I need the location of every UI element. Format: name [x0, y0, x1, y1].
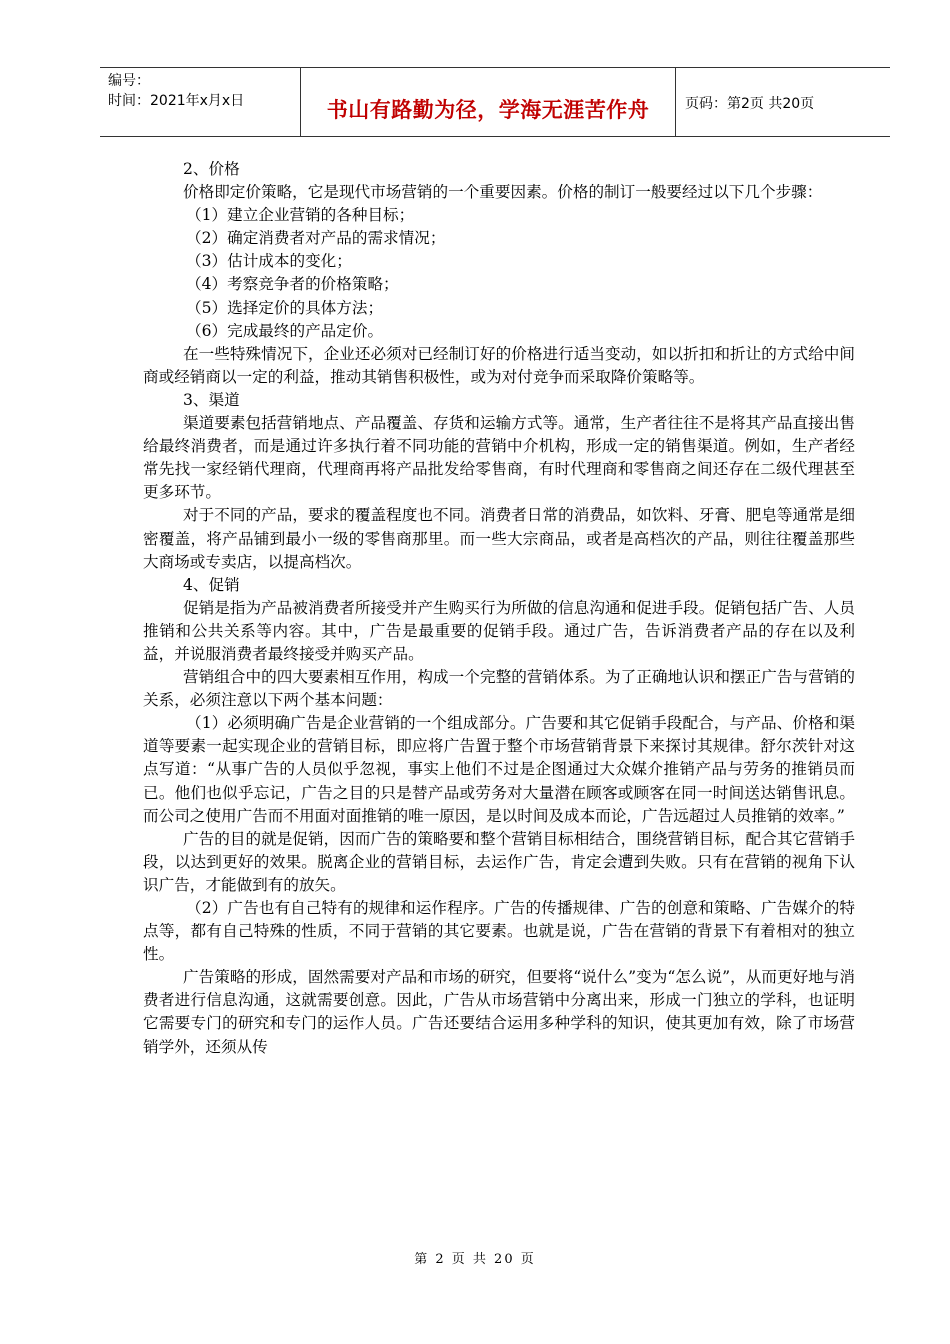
- body-paragraph: 渠道要素包括营销地点、产品覆盖、存货和运输方式等。通常，生产者往往不是将其产品直接出售给最终消费者，而是通过许多执行着不同功能的营销中介机构，形成一定的销售渠道。例如，生产者经常先找一家经销代理商，代理商再将产品批发给零售商，有时代理商和零售商之间还存在二级代理甚至更多环节。: [143, 414, 855, 502]
- body-paragraph: 广告的目的就是促销，因而广告的策略要和整个营销目标相结合，围绕营销目标，配合其它营销手段，以达到更好的效果。脱离企业的营销目标，去运作广告，肯定会遭到失败。只有在营销的视角下认识广告，才能做到有的放矢。: [143, 829, 855, 894]
- body-paragraph: 在一些特殊情况下，企业还必须对已经制订好的价格进行适当变动，如以折扣和折让的方式给中间商或经销商以一定的利益，推动其销售积极性，或为对付竞争而采取降价策略等。: [143, 344, 855, 386]
- document-header: [100, 67, 890, 137]
- header-page-info: 页码：第2页 共20页: [685, 96, 815, 112]
- body-paragraph: 4、促销: [183, 575, 240, 594]
- document-body: [143, 158, 855, 1059]
- body-paragraph: （3）估计成本的变化；: [186, 252, 352, 271]
- body-paragraph: 促销是指为产品被消费者所接受并产生购买行为所做的信息沟通和促进手段。促销包括广告、人员推销和公共关系等内容。其中，广告是最重要的促销手段。通过广告，告诉消费者产品的存在以及利益，并说服消费者最终接受并购买产品。: [143, 598, 855, 663]
- body-paragraph: （1）必须明确广告是企业营销的一个组成部分。广告要和其它促销手段配合，与产品、价格和渠道等要素一起实现企业的营销目标，即应将广告置于整个市场营销背景下来探讨其规律。舒尔茨针对这点写道：“从事广告的人员似乎忽视，事实上他们不过是企图通过大众媒介推销产品与劳务的推销员而已。他们也似乎忘记，广告之目的只是替产品或劳务对大量潜在顾客或顾客在同一时间送达销售讯息。而公司之使用广告而不用面对面推销的唯一原因，是以时间及成本而论，广告远超过人员推销的效率。”: [143, 714, 855, 825]
- body-paragraph: （6）完成最终的产品定价。: [186, 321, 384, 340]
- body-paragraph: （4）考察竞争者的价格策略；: [186, 275, 399, 294]
- body-paragraph: 2、价格: [183, 160, 240, 178]
- body-paragraph: （5）选择定价的具体方法；: [186, 298, 384, 317]
- header-meta-cell: [100, 68, 301, 136]
- document-code-label: 编号：: [108, 73, 150, 89]
- header-motto: 书山有路勤为径，学海无涯苦作舟: [326, 98, 650, 122]
- header-motto-cell: [301, 68, 676, 136]
- body-paragraph: （1）建立企业营销的各种目标；: [186, 206, 415, 225]
- body-paragraph: （2）确定消费者对产品的需求情况；: [186, 229, 446, 248]
- body-paragraph: 广告策略的形成，固然需要对产品和市场的研究，但要将“说什么”变为“怎么说”，从而更好地与消费者进行信息沟通，这就需要创意。因此，广告从市场营销中分离出来，形成一门独立的学科，也证明它需要专门的研究和专门的运作人员。广告还要结合运用多种学科的知识，使其更加有效，除了市场营销学外，还须从传: [143, 968, 855, 1056]
- body-paragraph: 营销组合中的四大要素相互作用，构成一个完整的营销体系。为了正确地认识和摆正广告与营销的关系，必须注意以下两个基本问题：: [143, 668, 855, 710]
- body-paragraph: 价格即定价策略，它是现代市场营销的一个重要因素。价格的制订一般要经过以下几个步骤：: [183, 183, 823, 202]
- header-page-cell: [677, 68, 890, 136]
- page-footer: 第 2 页 共 20 页: [414, 1252, 536, 1267]
- document-time-label: 时间：2021年x月x日: [108, 93, 245, 109]
- body-paragraph: （2）广告也有自己特有的规律和运作程序。广告的传播规律、广告的创意和策略、广告媒介的特点等，都有自己特殊的性质，不同于营销的其它要素。也就是说，广告在营销的背景下有着相对的独立性。: [143, 899, 855, 964]
- body-paragraph: 对于不同的产品，要求的覆盖程度也不同。消费者日常的消费品，如饮料、牙膏、肥皂等通常是细密覆盖，将产品铺到最小一级的零售商那里。而一些大宗商品，或者是高档次的产品，则往往覆盖那些大商场或专卖店，以提高档次。: [143, 506, 855, 571]
- body-paragraph: 3、渠道: [183, 390, 240, 409]
